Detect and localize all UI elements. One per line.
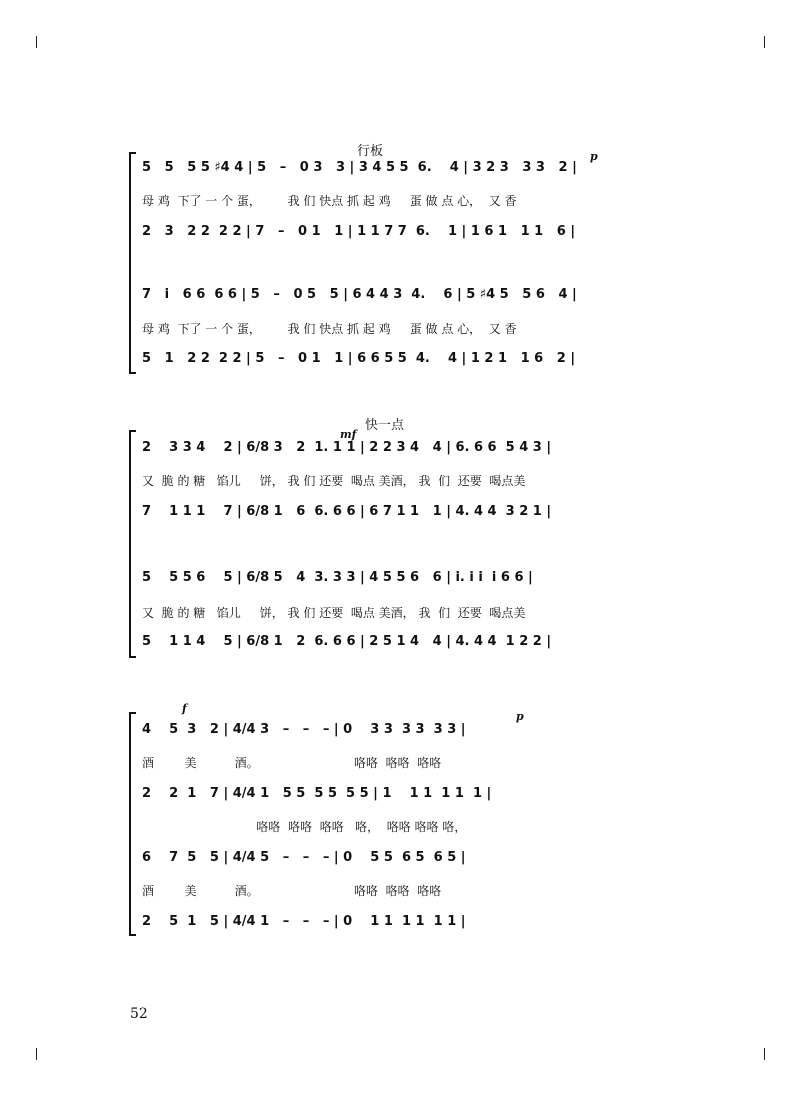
system-bracket xyxy=(129,430,136,658)
crop-mark-tr xyxy=(764,36,765,48)
dynamic-marking: mf xyxy=(340,428,357,441)
staff-line-4: 2 5 1 5 | 4/4 1 – – – | 0 1 1 1 1 1 1 | xyxy=(142,914,466,929)
lyric-line-2: 又 脆 的 糖 馅儿 饼， 我 们 还要 喝点 美酒， 我 们 还要 喝点美 xyxy=(142,606,526,620)
staff-line-2: 2 3 2 2 2 2 | 7 – 0 1 1 | 1 1 7 7 6. 1 | 1 6 1 1 1 6 | xyxy=(142,224,576,239)
dynamic-marking: p xyxy=(590,150,598,163)
staff-line-1: 5 5 5 5 ♯4 4 | 5 – 0 3 3 | 3 4 5 5 6. 4 | 3 2 3 3 3 2 | xyxy=(142,160,577,175)
system-bracket xyxy=(129,712,136,936)
staff-line-3: 5 5 5 6 5 | 6/8 5 4 3. 3 3 | 4 5 5 6 6 | i. i i i 6 6 | xyxy=(142,570,533,585)
tempo-marking: 行板 xyxy=(357,144,384,159)
lyric-line-1: 母 鸡 下了 一 个 蛋， 我 们 快点 抓 起 鸡 蛋 做 点 心， 又 香 xyxy=(142,194,517,208)
staff-line-1: 4 5 3 2 | 4/4 3 – – – | 0 3 3 3 3 3 3 | xyxy=(142,722,466,737)
staff-line-4: 5 1 1 4 5 | 6/8 1 2 6. 6 6 | 2 5 1 4 4 | 4. 4 4 1 2 2 | xyxy=(142,634,552,649)
staff-line-1: 2 3 3 4 2 | 6/8 3 2 1. 1 1 | 2 2 3 4 4 | 6. 6 6 5 4 3 | xyxy=(142,440,552,455)
staff-line-3: 7 i 6 6 6 6 | 5 – 0 5 5 | 6 4 4 3 4. 6 | 5 ♯4 5 5 6 4 | xyxy=(142,287,577,302)
staff-line-2: 2 2 1 7 | 4/4 1 5 5 5 5 5 5 | 1 1 1 1 1 1 | xyxy=(142,786,492,801)
lyric-line-2: 母 鸡 下了 一 个 蛋， 我 们 快点 抓 起 鸡 蛋 做 点 心， 又 香 xyxy=(142,322,517,336)
staff-line-3: 6 7 5 5 | 4/4 5 – – – | 0 5 5 6 5 6 5 | xyxy=(142,850,466,865)
lyric-line-2: 咯咯 咯咯 咯咯 咯， 咯咯 咯咯 咯， xyxy=(142,820,467,834)
dynamic-marking-forte: f xyxy=(182,702,187,715)
dynamic-marking-piano: p xyxy=(516,710,524,723)
tempo-marking: 快一点 xyxy=(365,418,405,433)
crop-mark-tl xyxy=(36,36,37,48)
lyric-line-3: 酒 美 酒。 咯咯 咯咯 咯咯 xyxy=(142,884,442,898)
staff-line-4: 5 1 2 2 2 2 | 5 – 0 1 1 | 6 6 5 5 4. 4 | 1 2 1 1 6 2 | xyxy=(142,351,576,366)
lyric-line-1: 酒 美 酒。 咯咯 咯咯 咯咯 xyxy=(142,756,442,770)
crop-mark-bl xyxy=(36,1048,37,1060)
system-bracket xyxy=(129,152,136,374)
page-number: 52 xyxy=(130,1006,148,1022)
staff-line-2: 7 1 1 1 7 | 6/8 1 6 6. 6 6 | 6 7 1 1 1 | 4. 4 4 3 2 1 | xyxy=(142,504,552,519)
lyric-line-1: 又 脆 的 糖 馅儿 饼， 我 们 还要 喝点 美酒， 我 们 还要 喝点美 xyxy=(142,474,526,488)
crop-mark-br xyxy=(764,1048,765,1060)
